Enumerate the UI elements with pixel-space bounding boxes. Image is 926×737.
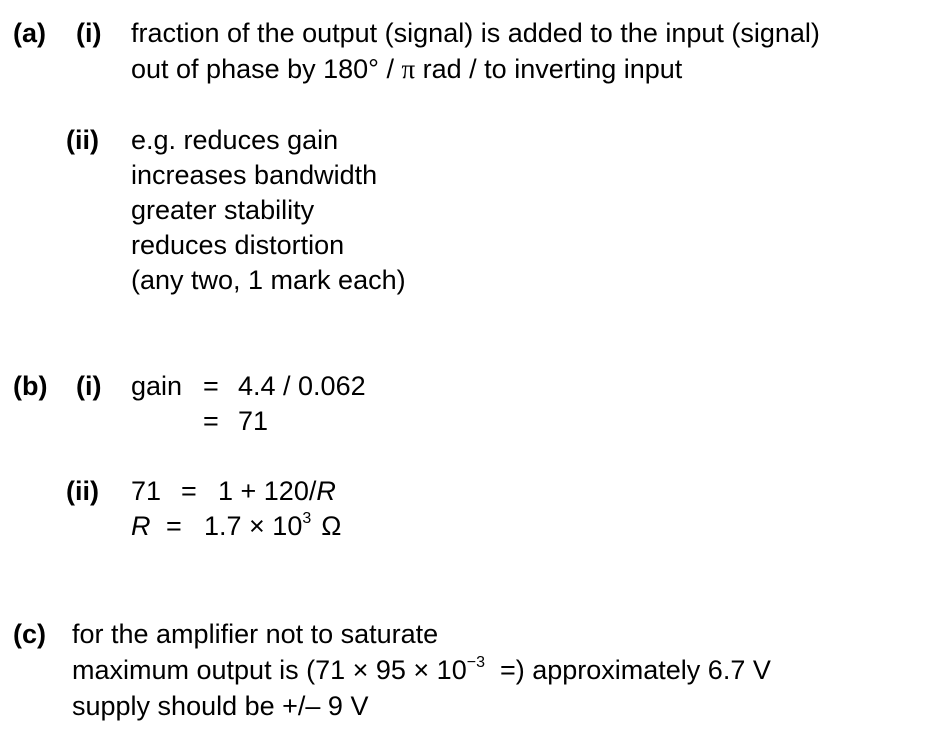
part-b-ii-rhs-2 bbox=[204, 510, 342, 541]
part-a-i-line1: fraction of the output (signal) is added to the input (signal) bbox=[131, 18, 820, 48]
part-a-i-line2 bbox=[131, 56, 682, 83]
part-b-label: (b) bbox=[13, 371, 48, 401]
part-a-ii-line: greater stability bbox=[131, 195, 315, 225]
part-c-line1: for the amplifier not to saturate bbox=[72, 619, 439, 649]
part-a-ii-label: (ii) bbox=[66, 125, 99, 155]
part-a-i-line2-post: rad / to inverting input bbox=[415, 54, 683, 84]
part-a-label: (a) bbox=[13, 18, 46, 48]
part-b-ii-rhs-1 bbox=[218, 478, 336, 505]
part-a-ii-line: reduces distortion bbox=[131, 230, 345, 260]
part-b-i-value-1: 4.4 / 0.062 bbox=[238, 371, 366, 401]
part-b-ii-rhs-2-exponent: 3 bbox=[302, 510, 312, 527]
part-a-i-line2-pre: out of phase by 180° / bbox=[131, 54, 402, 84]
part-c-line2 bbox=[72, 654, 771, 685]
part-b-i-label: (i) bbox=[76, 371, 102, 401]
part-b-ii-rhs-2-mantissa: 1.7 × 10 bbox=[204, 511, 303, 541]
part-b-i-equals-1: = bbox=[203, 371, 219, 401]
part-c-line2-pre: maximum output is (71 × 95 × 10 bbox=[72, 655, 467, 685]
part-a-ii-line: e.g. reduces gain bbox=[131, 125, 339, 155]
part-b-ii-equals-1: = bbox=[181, 476, 197, 506]
ohm-symbol: Ω bbox=[321, 511, 342, 541]
part-b-i-gain-word: gain bbox=[131, 371, 183, 401]
part-c-label: (c) bbox=[13, 619, 46, 649]
part-b-ii-lhs-2: R bbox=[131, 511, 151, 541]
part-b-ii-equals-2: = bbox=[166, 511, 182, 541]
part-c-line3: supply should be +/– 9 V bbox=[72, 691, 369, 721]
part-c-line2-exponent: −3 bbox=[466, 654, 485, 671]
part-b-i-value-2: 71 bbox=[238, 406, 269, 436]
part-b-ii-lhs-1: 71 bbox=[131, 476, 162, 506]
part-c-line2-post: =) approximately 6.7 V bbox=[484, 655, 771, 685]
part-b-i-equals-2: = bbox=[203, 406, 219, 436]
part-b-ii-rhs-1-var: R bbox=[316, 476, 336, 506]
part-b-ii-label: (ii) bbox=[66, 476, 99, 506]
part-a-i-label: (i) bbox=[76, 18, 102, 48]
part-a-ii-line: increases bandwidth bbox=[131, 160, 378, 190]
pi-symbol: π bbox=[401, 54, 416, 84]
part-a-ii-line: (any two, 1 mark each) bbox=[131, 265, 406, 295]
part-b-ii-rhs-1-pre: 1 + 120/ bbox=[218, 476, 317, 506]
